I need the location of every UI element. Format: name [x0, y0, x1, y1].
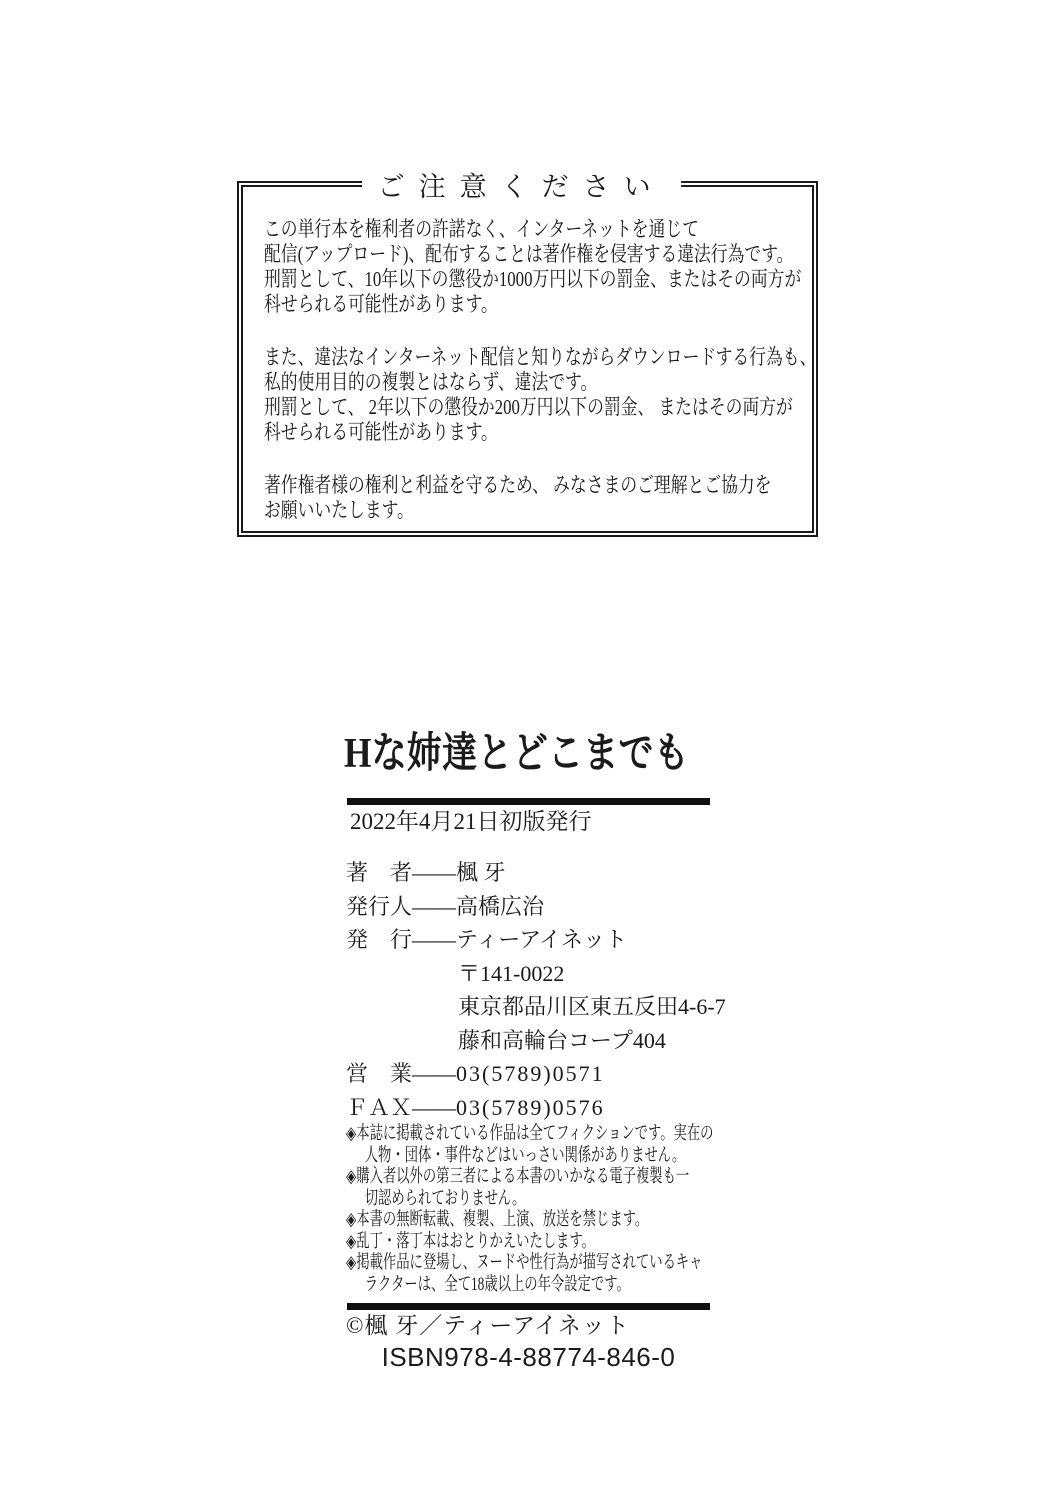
label-dash: —— [412, 1061, 457, 1086]
notice-line: 刑罰として、10年以下の懲役か1000万円以下の罰金、またはその両方が [264, 267, 802, 291]
title-rule [347, 798, 710, 805]
contact-label: ＦＡＸ [346, 1094, 413, 1120]
label-dash: —— [412, 893, 457, 919]
address-line-building: 藤和高輪台コープ404 [458, 1027, 666, 1053]
note-line-ecopy: ◈購入者以外の第三者による本書のいかなる電子複製も一 [346, 1167, 690, 1187]
notes-block [346, 1124, 856, 1296]
contact-row-fax [346, 1091, 726, 1125]
notice-box [237, 172, 818, 537]
credit-label: 発 行 [346, 927, 413, 952]
notice-line: 配信(アップロード)、配布することは著作権を侵害する違法行為です。 [264, 242, 794, 266]
address-line-postal: 〒141-0022 [458, 960, 565, 986]
note-line-age: ◈掲載作品に登場し、ヌードや性行為が描写されているキャ [346, 1253, 703, 1273]
book-title: Hな姉達とどこまでも [344, 731, 689, 777]
notice-line: 科せられる可能性があります。 [264, 292, 498, 316]
credit-label: 著 者 [346, 860, 413, 885]
label-dash: —— [412, 927, 457, 952]
label-dash: —— [412, 1094, 457, 1120]
notice-paragraph-upload [264, 217, 802, 317]
credit-row-publisher [346, 923, 726, 957]
notice-line: お願いいたします。 [264, 498, 414, 522]
credits-block [346, 856, 726, 1124]
isbn: ISBN978-4-88774-846-0 [381, 1342, 676, 1372]
notice-line: 科せられる可能性があります。 [264, 420, 498, 444]
credit-value: 高橋広治 [456, 893, 545, 919]
note-line-defect: ◈乱丁・落丁本はおとりかえいたします。 [346, 1231, 595, 1252]
copyright-line: ©楓 牙／ティーアイネット [346, 1313, 630, 1338]
notice-line: 私的使用目的の複製とはならず、違法です。 [264, 370, 598, 394]
note-line-age-cont: ラクターは、全て18歳以上の年令設定です。 [364, 1274, 630, 1295]
notice-paragraph-download [264, 345, 817, 445]
notice-line: 刑罰として、 2年以下の懲役か200万円以下の罰金、 またはその両方が [264, 395, 793, 419]
credit-value: 楓 牙 [456, 860, 506, 885]
credit-row-publisher-person [346, 890, 726, 924]
credit-value: ティーアイネット [456, 927, 627, 952]
notice-paragraph-request [264, 473, 798, 523]
notice-line: 著作権者様の権利と利益を守るため、 みなさまのご理解とご協力を [264, 473, 772, 497]
note-line-fiction-cont: 人物・団体・事件などはいっさい関係がありません。 [364, 1145, 686, 1166]
contact-label: 営 業 [346, 1061, 413, 1086]
note-line-fiction: ◈本誌に掲載されている作品は全てフィクションです。実在の [346, 1124, 714, 1144]
note-line-reprint: ◈本書の無断転載、複製、上演、放送を禁じます。 [346, 1210, 649, 1230]
credit-label: 発行人 [346, 893, 413, 919]
contact-row-sales [346, 1057, 726, 1091]
notice-line: また、違法なインターネット配信と知りながらダウンロードする行為も、 [264, 345, 817, 369]
contact-value: 03(5789)0576 [456, 1094, 605, 1120]
contact-value: 03(5789)0571 [456, 1061, 605, 1086]
notice-line: この単行本を権利者の許諾なく、インターネットを通じて [264, 217, 699, 241]
edition-date: 2022年4月21日初版発行 [350, 809, 592, 834]
note-line-ecopy-cont: 切認められておりません。 [364, 1188, 526, 1209]
label-dash: —— [412, 860, 457, 885]
divider-rule [347, 1303, 710, 1310]
address-line-street: 東京都品川区東五反田4-6-7 [458, 994, 726, 1019]
notice-box-title: ご注意ください [362, 171, 681, 203]
credit-row-author [346, 856, 726, 890]
